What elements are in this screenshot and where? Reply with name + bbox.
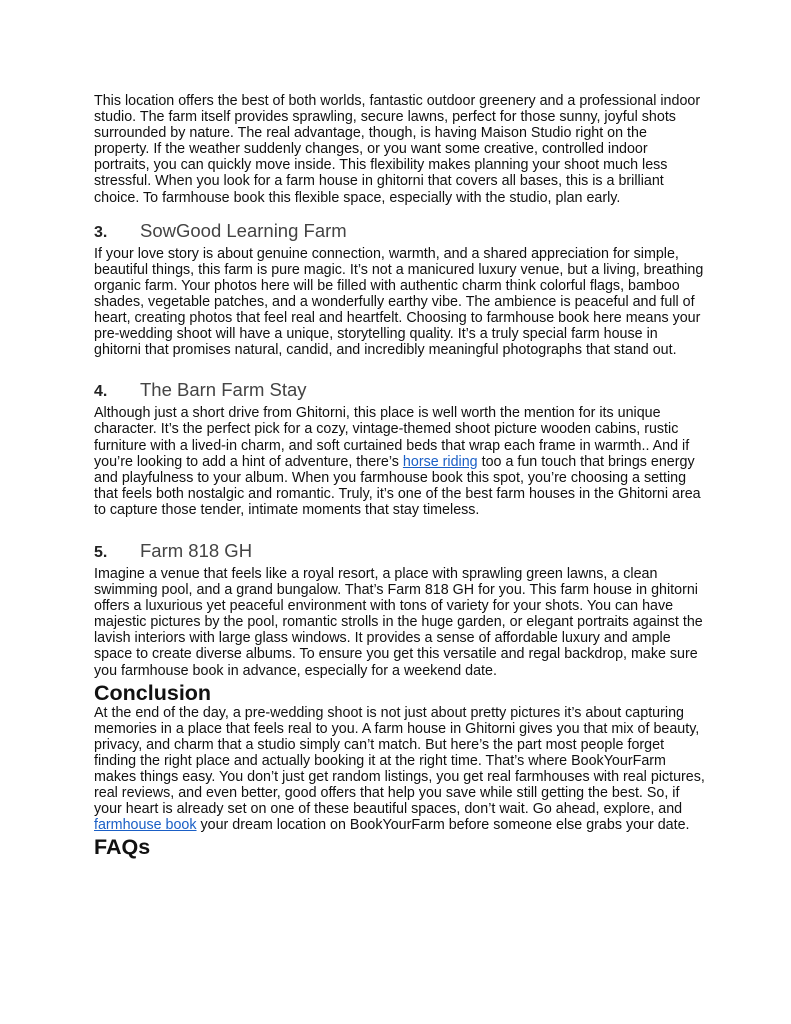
section-number: 4. xyxy=(94,383,108,401)
paragraph-text: too a fun touch that brings energy and playfulness to your album. When you farmhouse book this spot, you’re choosing a setting that feels both nostalgic and romantic. Truly, it’s one of the best farm houses in the Ghitorni area to capture those tender, intimate moments that stay timeless. xyxy=(94,453,701,518)
section-number: 3. xyxy=(94,223,108,241)
section-heading-4 xyxy=(94,379,706,401)
farmhouse-book-link[interactable]: farmhouse book xyxy=(94,817,197,834)
section-paragraph-4 xyxy=(94,405,706,518)
document-content xyxy=(94,93,706,859)
section-title: SowGood Learning Farm xyxy=(140,219,347,241)
section-paragraph-5: Imagine a venue that feels like a royal resort, a place with sprawling green lawns, a clean swimming pool, and a grand bungalow. That’s Farm 818 GH for you. This farm house in ghitorni offers a luxurious yet peaceful environment with tons of variety for your shots. You can have majestic pictures by the pool, romantic strolls in the huge garden, or elegant portraits against the lavish interiors with large glass windows. It provides a sense of affordable luxury and ample space to create diverse albums. To ensure you get this versatile and regal backdrop, make sure you farmhouse book in advance, especially for a weekend date. xyxy=(94,565,703,679)
horse-riding-link[interactable]: horse riding xyxy=(402,453,478,470)
intro-paragraph: This location offers the best of both worlds, fantastic outdoor greenery and a professional indoor studio. The farm itself provides sprawling, secure lawns, perfect for those sunny, joyful shots surrounded by nature. The real advantage, though, is having Maison Studio right on the property. If the weather suddenly changes, or you want some creative, controlled indoor portraits, you can quickly move inside. This flexibility makes planning your shoot much less stressful. When you look for a farm house in ghitorni that covers all bases, this is a brilliant choice. To farmhouse book this flexible space, especially with the studio, plan early. xyxy=(94,93,701,206)
section-paragraph-3: If your love story is about genuine connection, warmth, and a shared appreciation for simple, beautiful things, this farm is pure magic. It’s not a manicured luxury venue, but a living, breathing organic farm. Your photos here will be filled with authentic charm think colorful flags, bamboo shades, vegetable patches, and a wonderfully earthy vibe. The ambience is peaceful and full of heart, creating photos that feel real and heartfelt. Choosing to farmhouse book here means your pre-wedding shoot will have a unique, storytelling quality. It’s a truly special farm house in ghitorni that promises natural, candid, and incredibly meaningful photographs that stand out. xyxy=(94,245,704,359)
section-heading-5 xyxy=(94,540,706,562)
paragraph-text: At the end of the day, a pre-wedding shoot is not just about pretty pictures it’s about capturing memories in a place that feels real to you. A farm house in Ghitorni gives you that mix of beauty, privacy, and charm that a studio simply can’t match. But here’s the part most people forget finding the right place and actually booking it at the right time. That’s where BookYourFarm makes things easy. You don’t just get random listings, you get real farmhouses with real pictures, real reviews, and even better, good offers that help you save while still getting the best. So, if your heart is already set on one of these beautiful spaces, don’t wait. Go ahead, explore, and xyxy=(94,704,705,818)
faqs-heading: FAQs xyxy=(94,835,151,860)
conclusion-heading: Conclusion xyxy=(94,680,212,705)
section-number: 5. xyxy=(94,543,108,561)
section-title: The Barn Farm Stay xyxy=(140,379,307,401)
conclusion-paragraph xyxy=(94,705,706,834)
paragraph-text: your dream location on BookYourFarm before someone else grabs your date. xyxy=(196,817,690,834)
section-title: Farm 818 GH xyxy=(140,539,253,561)
paragraph-text: Although just a short drive from Ghitorni, this place is well worth the mention for its unique character. It’s the perfect pick for a cozy, vintage-themed shoot picture wooden cabins, rustic furniture with a lived-in charm, and soft curtained beds that wrap each frame in warmth.. And if you’re looking to add a hint of adventure, there’s xyxy=(94,405,690,470)
section-heading-3 xyxy=(94,220,706,242)
